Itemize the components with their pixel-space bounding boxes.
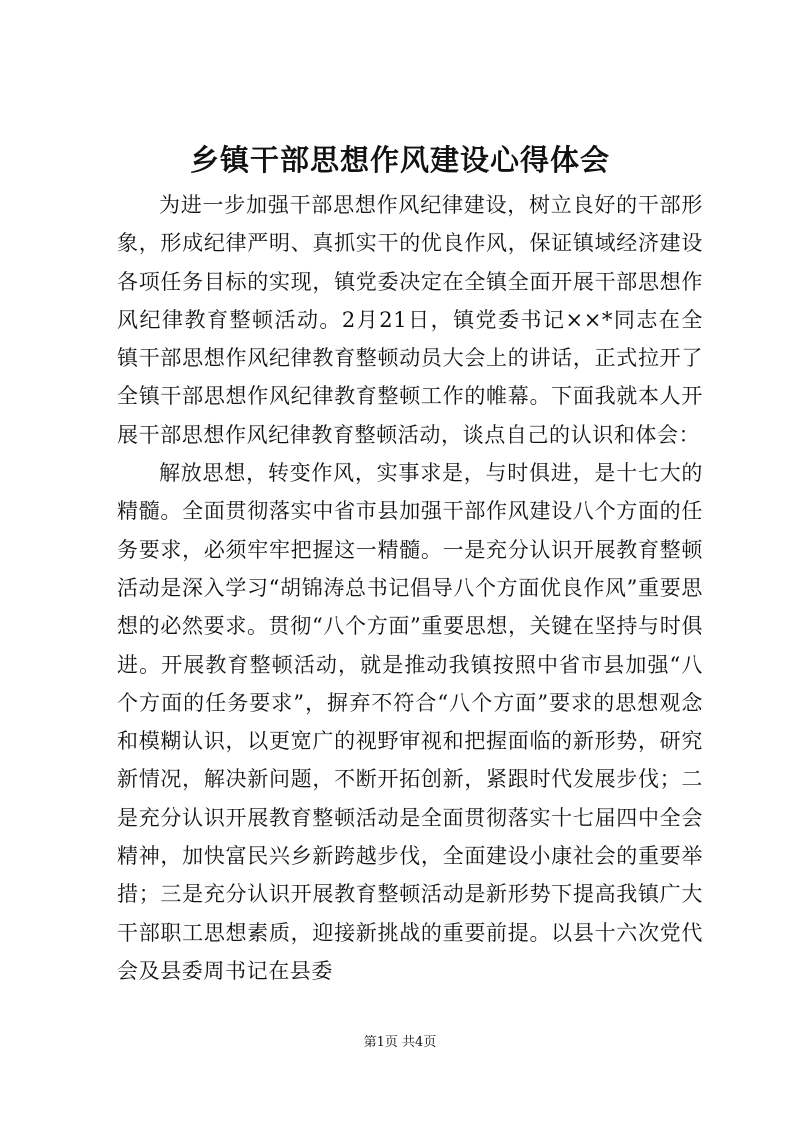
document-title: 乡镇干部思想作风建设心得体会 [189, 143, 610, 177]
paragraph-main: 解放思想，转变作风，实事求是，与时俱进，是十七大的精髓。全面贯彻落实中省市县加强干部作风建设八个方面的任务要求，必须牢牢把握这一精髓。一是充分认识开展教育整顿活动是深入学习“胡锦涛总书记倡导八个方面优良作风”重要思想的必然要求。贯彻“八个方面”重要思想，关键在坚持与时俱进。开展教育整顿活动，就是推动我镇按照中省市县加强“八个方面的任务要求”，摒弃不符合“八个方面”要求的思想观念和模糊认识，以更宽广的视野审视和把握面临的新形势，研究新情况，解决新问题，不断开拓创新，紧跟时代发展步伐；二是充分认识开展教育整顿活动是全面贯彻落实十七届四中全会精神，加快富民兴乡新跨越步伐，全面建设小康社会的重要举措；三是充分认识开展教育整顿活动是新形势下提高我镇广大干部职工思想素质，迎接新挑战的重要前提。以县十六次党代会及县委周书记在县委 [117, 461, 703, 983]
document-body [117, 186, 703, 990]
page-footer: 第1页 共4页 [363, 1035, 437, 1050]
paragraph-intro: 为进一步加强干部思想作风纪律建设，树立良好的干部形象，形成纪律严明、真抓实干的优良作风，保证镇域经济建设各项任务目标的实现，镇党委决定在全镇全面开展干部思想作风纪律教育整顿活动。2月21日，镇党委书记××*同志在全镇干部思想作风纪律教育整顿动员大会上的讲话，正式拉开了全镇干部思想作风纪律教育整顿工作的帷幕。下面我就本人开展干部思想作风纪律教育整顿活动，谈点自己的认识和体会： [117, 193, 703, 447]
